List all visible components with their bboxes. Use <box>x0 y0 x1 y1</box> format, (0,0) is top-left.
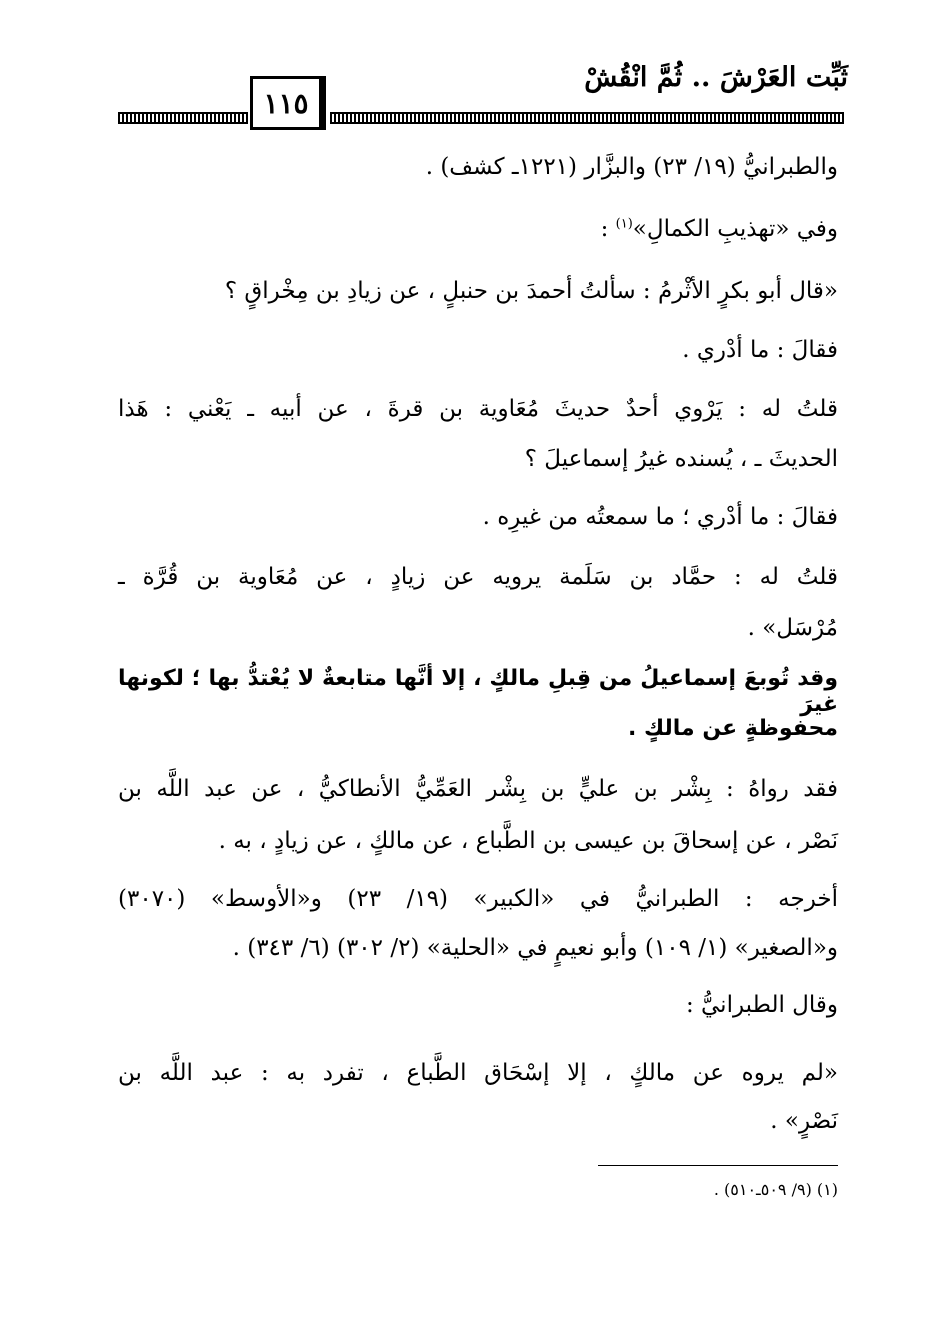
header-rule-right <box>330 112 844 124</box>
text-line-2-suffix: : <box>600 216 616 242</box>
text-line-16: وقال الطبرانيُّ : <box>685 992 838 1018</box>
page-number: ١١٥ <box>250 76 322 130</box>
text-line-13: نَصْر ، عن إسحاقَ بن عيسى بن الطَّباع ، عن مالكٍ ، عن زيادٍ ، به . <box>218 828 838 854</box>
footnote-text: (١) (٩/ ٥٠٩ـ٥١٠) . <box>713 1180 838 1199</box>
footnote-reference: (١) <box>615 216 633 232</box>
text-line-11: محفوظةٍ عن مالكٍ . <box>628 716 838 741</box>
text-line-2 <box>601 216 838 244</box>
text-line-4: فقالَ : ما أدْري . <box>682 337 838 363</box>
text-line-17: «لم يروه عن مالكٍ ، إلا إسْحَاق الطَّباع ، تفرد به : عبد اللَّه بن <box>118 1060 838 1086</box>
text-line-10: وقد تُوبعَ إسماعيلُ من قِبلِ مالكٍ ، إلا أنَّها متابعةٌ لا يُعْتدُّ بها ؛ لكونها غيرَ <box>118 666 838 718</box>
text-line-18: نَصْرٍ» . <box>770 1108 838 1134</box>
text-line-1: والطبرانيُّ (١٩/ ٢٣) والبزَّار (١٢٢١ـ كشف) . <box>425 154 838 180</box>
text-line-6: الحديثَ ـ ، يُسنده غيرُ إسماعيلَ ؟ <box>524 446 838 472</box>
header-rule-left <box>118 112 248 124</box>
text-line-7: فقالَ : ما أدْري ؛ ما سمعتُه من غيرِه . <box>482 504 838 530</box>
text-line-15: و«الصغير» (١/ ١٠٩) وأبو نعيمٍ في «الحلية» (٢/ ٣٠٢) (٦/ ٣٤٣) . <box>232 935 838 961</box>
text-line-12: فقد رواهُ : بِشْر بن عليٍّ بن بِشْر العَمِّيُّ الأنطاكيُّ ، عن عبد اللَّه بن <box>118 776 838 802</box>
running-header-title: ثَبِّت العَرْشَ .. ثُمَّ انْقُشْ <box>584 62 848 93</box>
text-line-9: مُرْسَل» . <box>747 615 838 641</box>
text-line-3: «قال أبو بكرٍ الأثْرمُ : سألتُ أحمدَ بن حنبلٍ ، عن زيادِ بن مِخْراقٍ ؟ <box>224 278 838 304</box>
text-line-2-main: وفي «تهذيبِ الكمالِ» <box>632 216 838 242</box>
text-line-14: أخرجه : الطبرانيُّ في «الكبير» (١٩/ ٢٣) و«الأوسط» (٣٠٧٠) <box>118 886 838 912</box>
text-line-5: قلتُ له : يَرْوي أحدٌ حديثَ مُعَاوية بن قرةَ ، عن أبيه ـ يَعْني : هَذا <box>118 396 838 422</box>
text-line-8: قلتُ له : حمَّاد بن سَلَمة يرويه عن زيادٍ ، عن مُعَاوية بن قُرَّة ـ <box>118 564 838 590</box>
footnote-rule <box>598 1165 838 1166</box>
